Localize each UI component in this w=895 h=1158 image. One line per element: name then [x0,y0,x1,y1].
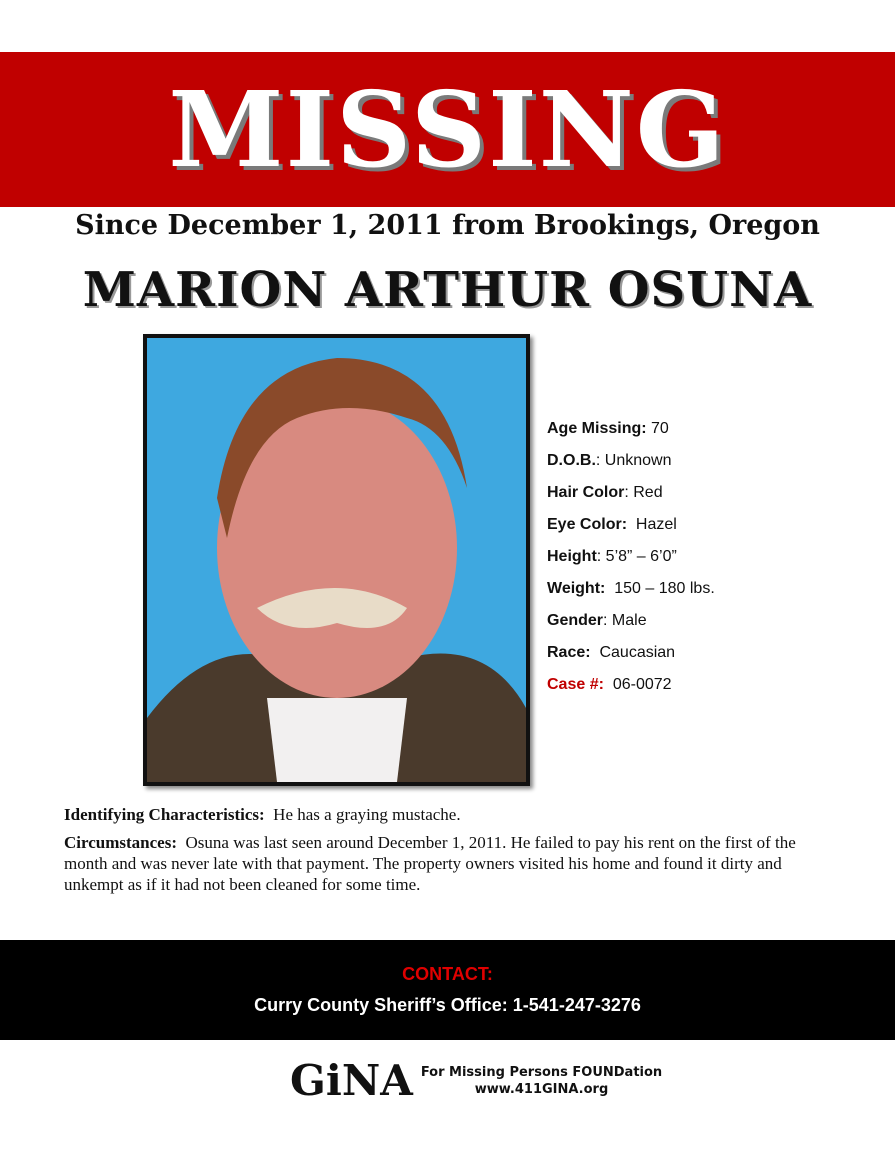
gina-tag [421,1064,662,1098]
detail-eye-label: Eye Color: [547,516,628,533]
detail-gender-value: : Male [603,612,647,629]
detail-age-value: 70 [651,420,669,437]
gina-tagline: For Missing Persons FOUNDation [420,1064,663,1080]
detail-height [547,546,715,578]
contact-heading: CONTACT: [402,964,493,984]
contact-band [0,940,895,1040]
detail-eye [547,514,715,546]
detail-dob-value: : Unknown [595,452,672,469]
missing-title: MISSING [168,68,727,191]
detail-hair-value: : Red [624,484,663,501]
detail-gender-label: Gender [547,612,604,629]
identifying-text: He has a graying mustache. [273,805,461,824]
detail-race-value: Caucasian [599,644,676,661]
detail-weight-label: Weight: [547,580,606,597]
detail-height-label: Height [547,548,597,565]
detail-case-label: Case #: [547,676,604,693]
detail-weight-value: 150 – 180 lbs. [614,580,715,597]
detail-height-value: : 5’8” – 6’0” [596,548,677,565]
detail-age-label: Age Missing: [547,420,647,437]
circumstances-text: Osuna was last seen around December 1, 2011. He failed to pay his rent on the first of the month and was never late with that payment. The property owners visited his home and found it dirty and unkempt as if it had not been cleaned for some time. [64,833,796,894]
since-line: Since December 1, 2011 from Brookings, Oregon [75,210,820,241]
person-photo [143,334,530,786]
detail-race [547,642,715,674]
gina-logo [290,1056,662,1105]
circumstances [64,832,834,895]
description [64,804,834,902]
detail-dob-label: D.O.B. [547,452,596,469]
detail-dob [547,450,715,482]
contact-line: Curry County Sheriff’s Office: 1-541-247-3276 [254,995,641,1015]
gina-wordmark: GiNA [290,1056,413,1105]
detail-age [547,418,715,450]
person-name: MARION ARTHUR OSUNA [82,262,813,318]
detail-eye-value: Hazel [635,516,677,533]
detail-case [547,674,715,706]
gina-url[interactable]: www.411GINA.org [474,1081,609,1097]
details-list [547,418,715,706]
detail-gender [547,610,715,642]
identifying-label: Identifying Characteristics: [64,805,265,824]
detail-race-label: Race: [547,644,591,661]
missing-banner [0,52,895,207]
detail-hair [547,482,715,514]
detail-case-value: 06-0072 [612,676,672,693]
identifying-characteristics [64,804,834,825]
detail-weight [547,578,715,610]
circumstances-label: Circumstances: [64,833,177,852]
detail-hair-label: Hair Color [547,484,625,501]
